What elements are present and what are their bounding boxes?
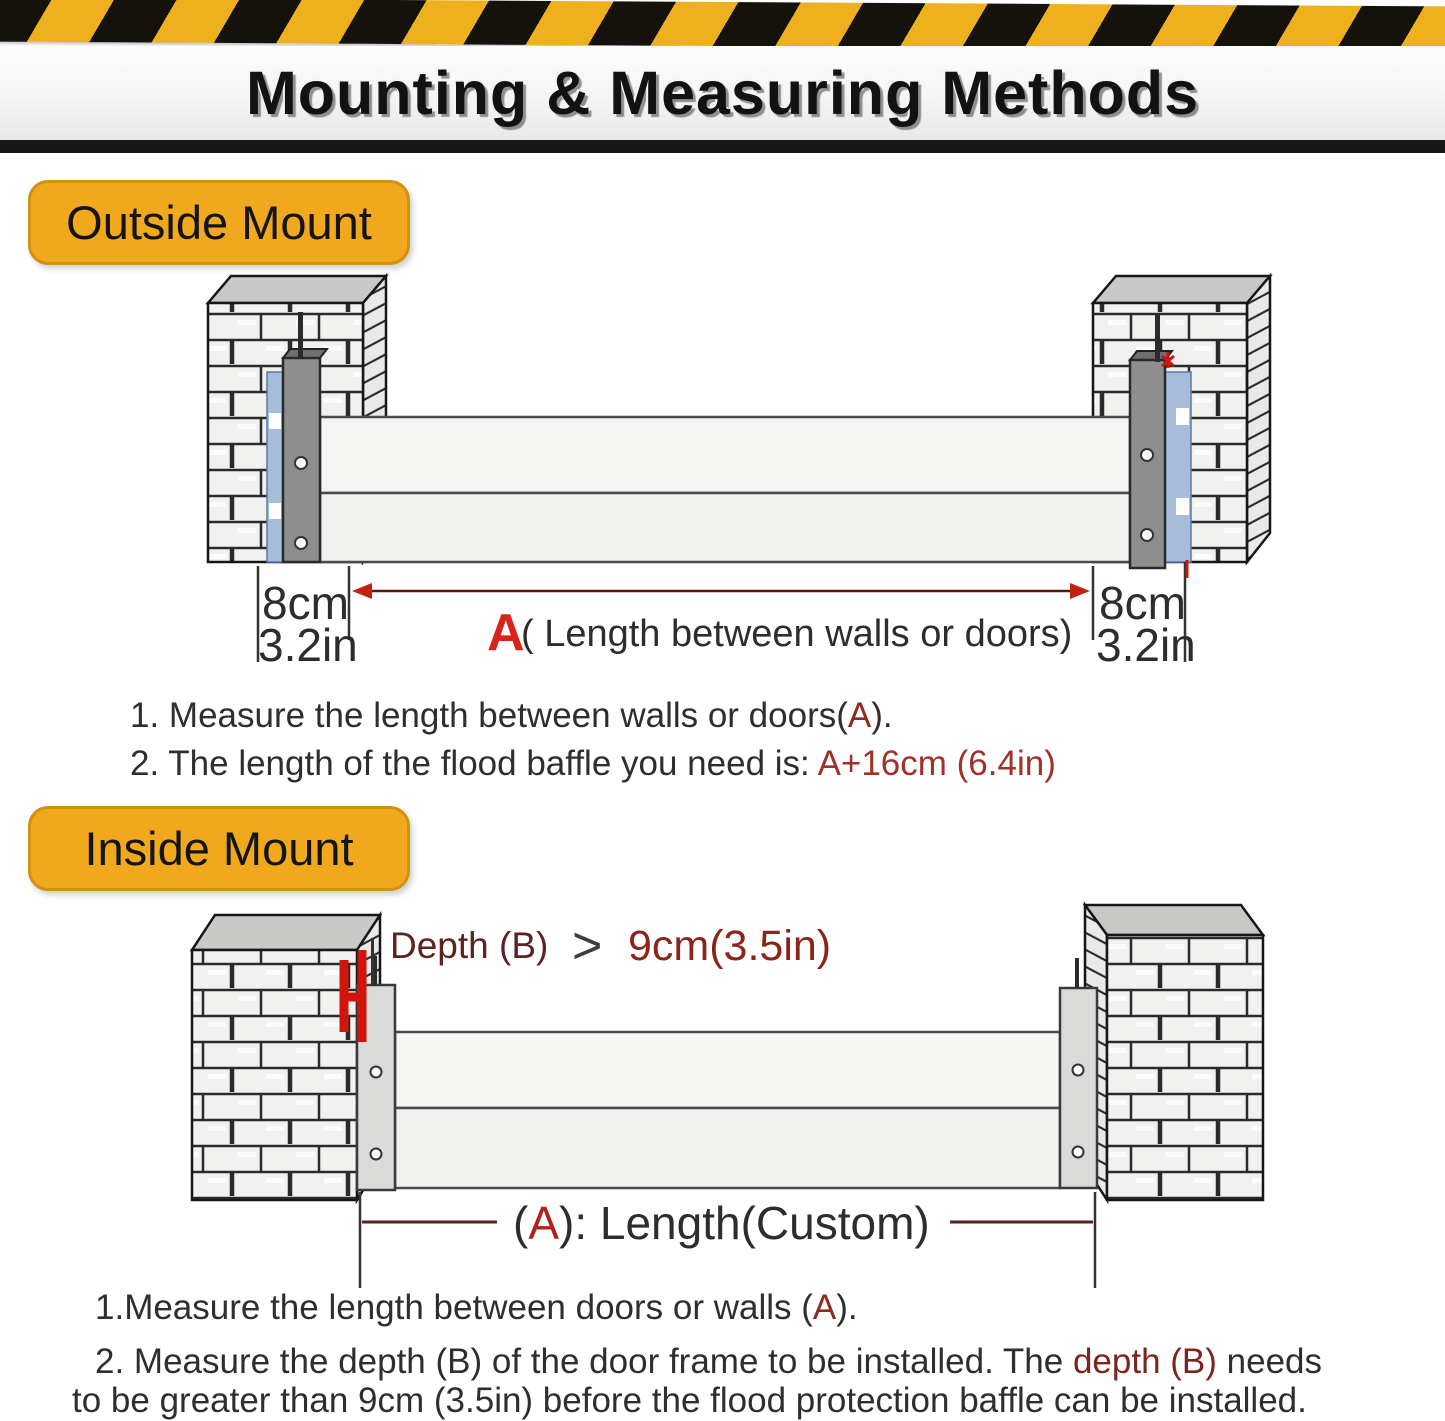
pillar-top-cap xyxy=(192,915,380,950)
flood-barrier-panels xyxy=(395,1032,1060,1188)
step-formula-highlight: A+16cm (6.4in) xyxy=(817,744,1056,783)
caution-tape-banner xyxy=(0,0,1445,50)
seal-strip-left xyxy=(267,372,284,562)
step-text: ). xyxy=(871,696,893,735)
screw-hole xyxy=(295,537,307,549)
dim-a-letter: A xyxy=(487,604,525,662)
pillar-top-cap xyxy=(1085,905,1263,935)
page-title: Mounting & Measuring Methods xyxy=(245,59,1200,127)
step-text: 1.Measure the length between doors or walls ( xyxy=(95,1288,813,1327)
measurement-inside xyxy=(360,1192,1095,1288)
label-a-highlight: A xyxy=(528,1197,560,1249)
anchor-pin-right xyxy=(1075,958,1079,988)
depth-value: 9cm(3.5in) xyxy=(628,922,832,970)
brick-pillar-right xyxy=(1085,905,1263,1200)
barrier-panel-top xyxy=(395,1032,1060,1108)
screw-hole xyxy=(1073,1147,1084,1158)
inside-step-2-line-2: to be greater than 9cm (3.5in) before the flood protection baffle can be installed. xyxy=(72,1381,1307,1420)
screw-hole xyxy=(1141,529,1153,541)
step-text: ). xyxy=(836,1288,858,1327)
screw-hole xyxy=(371,1149,382,1160)
anchor-pin-right xyxy=(1155,315,1160,362)
step-text: 1. Measure the length between walls or doors( xyxy=(130,696,848,735)
bracket-cap xyxy=(283,349,327,358)
pillar-front-face xyxy=(192,950,357,1200)
depth-pin xyxy=(371,938,374,986)
depth-gt-sign: > xyxy=(572,917,603,975)
screw-hole xyxy=(371,1067,382,1078)
measurement-outside xyxy=(258,560,1196,668)
arrow-head-right-icon xyxy=(1070,583,1090,599)
step-a-highlight: A xyxy=(812,1288,837,1327)
inside-mount-badge: Inside Mount xyxy=(28,806,410,891)
label-rest: ): Length(Custom) xyxy=(559,1197,930,1249)
outside-mount-diagram xyxy=(0,258,1445,668)
inside-step-2-line-1 xyxy=(95,1342,1322,1382)
label-paren: ( xyxy=(513,1197,529,1249)
outside-step-1 xyxy=(130,696,893,736)
seal-slot xyxy=(269,413,281,429)
header-divider-bar xyxy=(0,140,1445,153)
barrier-panel-bottom xyxy=(395,1108,1060,1188)
outside-mount-badge: Outside Mount xyxy=(28,180,410,265)
dim-right-in: 3.2in xyxy=(1096,619,1196,668)
step-depth-highlight: depth (B) xyxy=(1072,1342,1217,1381)
inside-mount-diagram xyxy=(0,893,1445,1295)
seal-slot xyxy=(269,503,281,519)
barrier-panel-top xyxy=(320,417,1130,493)
mounting-bracket-right xyxy=(1060,958,1097,1188)
step-text: needs xyxy=(1216,1342,1323,1381)
depth-label: Depth (B) xyxy=(390,925,549,966)
flood-barrier-panels xyxy=(320,417,1130,562)
arrow-head-left-icon xyxy=(352,583,372,599)
screw-hole xyxy=(295,457,307,469)
mounting-bracket-right xyxy=(1130,351,1172,568)
screw-hole xyxy=(1073,1065,1084,1076)
step-text: 2. Measure the depth (B) of the door frame to be installed. The xyxy=(95,1342,1073,1381)
seal-strip-right xyxy=(1163,372,1191,562)
pillar-top-cap xyxy=(208,276,386,303)
dim-left-in: 3.2in xyxy=(258,619,358,668)
step-a-highlight: A xyxy=(847,696,872,735)
screw-hole xyxy=(1141,449,1153,461)
anchor-pin-left xyxy=(298,312,303,358)
brick-pillar-left xyxy=(192,915,380,1200)
seal-slot xyxy=(1176,408,1189,425)
inside-step-1 xyxy=(95,1288,858,1328)
outside-step-2 xyxy=(130,744,1056,784)
header-plate xyxy=(0,46,1445,140)
pillar-top-cap xyxy=(1093,276,1270,303)
depth-indicator xyxy=(344,917,831,1042)
dim-a-label: ( Length between walls or doors) xyxy=(521,613,1073,655)
pillar-front-face xyxy=(1107,935,1263,1200)
mounting-bracket-left xyxy=(283,349,327,562)
pillar-side-face xyxy=(1247,276,1270,562)
step-text: 2. The length of the flood baffle you need is: xyxy=(130,744,818,783)
dim-right-cm: 8cm xyxy=(1099,577,1186,629)
length-custom-label xyxy=(513,1197,930,1249)
dim-left-cm: 8cm xyxy=(262,577,349,629)
barrier-panel-bottom xyxy=(320,493,1130,562)
seal-slot xyxy=(1176,498,1189,515)
